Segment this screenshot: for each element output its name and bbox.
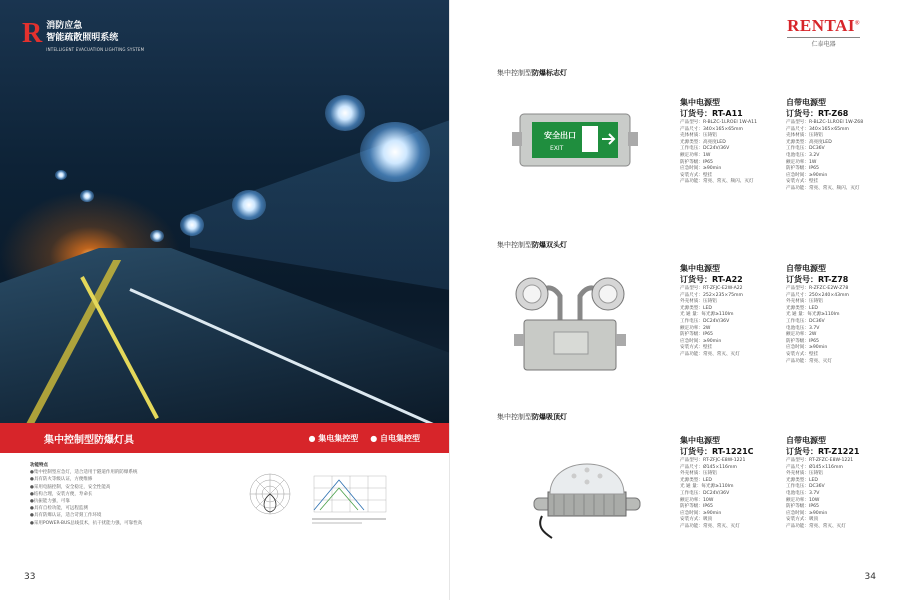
- feature-item: ●具有防爆认证，适合苛刻工作环境: [30, 513, 102, 519]
- banner-tags: [308, 433, 420, 444]
- feature-item: ●采用电脑控制，安全稳定，安全性能高: [30, 484, 111, 490]
- feature-item: ●采用POWER-BUS总线技术，抗干扰能力强，可靠性高: [30, 520, 143, 526]
- feature-item: ●具有自检功能，可远程监测: [30, 506, 88, 512]
- brand-name: RENTAI®: [787, 16, 860, 35]
- spec-block-RT-Z68: 自带电源型 订货号：RT-Z68 产品型号：R-BLZC-1LROEI 1W-Z68 产品尺寸：340×165×65mm 壳体材质：压铸铝 光源类型：高亮度LED 工作电压：DC36V 电池电压：3.2V 额定功率：1W 防护等级：IP65 应急时间：≥90min 安装方式：壁挂 产品功能：常亮、常灭、频闪、灭灯: [786, 98, 864, 191]
- caption-bar: [312, 522, 362, 524]
- tunnel-light: [55, 170, 67, 180]
- spec-block-RT-A22: 集中电源型 订货号：RT-A22 产品型号：RT-ZFJC-E2W-A22 产品尺寸：252×235×75mm 外壳材质：压铸铝 光源类型：LED 光 通 量：每光源≥110lm 工作电压：DC24V/36V 额定功率：2W 防护等级：IP65 应急时间：≥90min 安装方式：壁挂 产品功能：常亮、常灭、灭灯: [680, 264, 743, 357]
- section-title-ceiling-light: 集中控制型防爆吸顶灯: [497, 413, 567, 421]
- svg-text:EXIT: EXIT: [550, 145, 564, 152]
- sign-light-image: [510, 112, 640, 168]
- illuminance-chart: [314, 476, 386, 512]
- banner-title: 集中控制型防爆灯具: [44, 434, 134, 446]
- tag-centralized-power: ● 集电集控型: [308, 433, 359, 443]
- right-page: [450, 0, 900, 600]
- tunnel-light: [325, 95, 365, 131]
- tunnel-photo: [0, 0, 450, 423]
- features-heading: 功能特点: [30, 463, 48, 468]
- spec-block-RT-Z1221: 自带电源型 订货号：RT-Z1221 产品型号：RT-ZFZC-E8W-1221 产品尺寸：Ø145×116mm 外壳材质：压铸铝 光源类型：LED 工作电压：DC36V 电池电压：3.7V 额定功率：10W 防护等级：IP65 应急时间：≥90min 安装方式：吸顶 产品功能：常亮、常灭、灭灯: [786, 436, 860, 529]
- logo-line-2: 智能疏散照明系统: [46, 33, 119, 43]
- logo-line-1: 消防应急: [46, 21, 83, 31]
- feature-item: ●结构合理，安装方便，寿命长: [30, 491, 93, 497]
- tunnel-light: [360, 122, 430, 182]
- caption-bar: [312, 518, 386, 520]
- feature-item: ●具有防火等级认证，方便维修: [30, 477, 93, 483]
- page-number-left: 33: [24, 572, 36, 582]
- polar-plot: [250, 474, 290, 514]
- page-number-right: 34: [864, 572, 876, 582]
- section-title-sign-light: 集中控制型防爆标志灯: [497, 69, 567, 77]
- logo-english: INTELLIGENT EVACUATION LIGHTING SYSTEM: [46, 47, 145, 52]
- feature-item: ●集中控制型应急灯，适合适用于隧道作用的防爆系统: [30, 470, 138, 476]
- svg-text:安全出口: 安全出口: [544, 131, 576, 140]
- spec-block-RT-A11: 集中电源型 订货号：RT-A11 产品型号：R-BLZC-1LROEI 1W-A11 产品尺寸：340×165×65mm 壳体材质：压铸铝 光源类型：高亮度LED 工作电压：DC24V/36V 额定功率：1W 防护等级：IP65 应急时间：≥90min 安装方式：壁挂 产品功能：常亮、常灭、频闪、灭灯: [680, 98, 758, 185]
- brand-logo: [787, 16, 860, 48]
- category-banner: [0, 423, 450, 453]
- brand-subtitle: 仁泰电器: [787, 37, 860, 48]
- tunnel-light: [150, 230, 164, 242]
- tunnel-light: [232, 190, 266, 220]
- tunnel-light: [180, 214, 204, 236]
- feature-list: [30, 462, 230, 527]
- light-distribution-diagram: [244, 470, 389, 530]
- series-logo: [22, 20, 144, 56]
- tag-self-powered: ● 自电集控型: [370, 433, 420, 443]
- feature-item: ●抗振能力强，可靠: [30, 499, 70, 505]
- ceiling-light-image: [532, 440, 642, 540]
- logo-letter: R: [22, 18, 43, 49]
- spec-block-RT-Z78: 自带电源型 订货号：RT-Z78 产品型号：R-ZFZC-E2W-Z78 产品尺寸：250×240×43mm 外壳材质：压铸铝 光源类型：LED 光 通 量：每光源≥110lm 工作电压：DC36V 电池电压：3.7V 额定功率：2W 防护等级：IP65 应急时间：≥90min 安装方式：壁挂 产品功能：常亮、灭灯: [786, 264, 849, 364]
- logo-text: [46, 20, 144, 56]
- twin-head-light-image: [510, 270, 630, 380]
- tunnel-light: [80, 190, 94, 202]
- spec-block-RT-1221C: 集中电源型 订货号：RT-1221C 产品型号：RT-ZFJC-E8W-1221 产品尺寸：Ø145×116mm 外壳材质：压铸铝 光源类型：LED 光 通 量：每光源≥110lm 工作电压：DC24V/36V 额定功率：10W 防护等级：IP65 应急时间：≥90min 安装方式：吸顶 产品功能：常亮、常灭、灭灯: [680, 436, 754, 529]
- section-title-twin-head-light: 集中控制型防爆双头灯: [497, 241, 567, 249]
